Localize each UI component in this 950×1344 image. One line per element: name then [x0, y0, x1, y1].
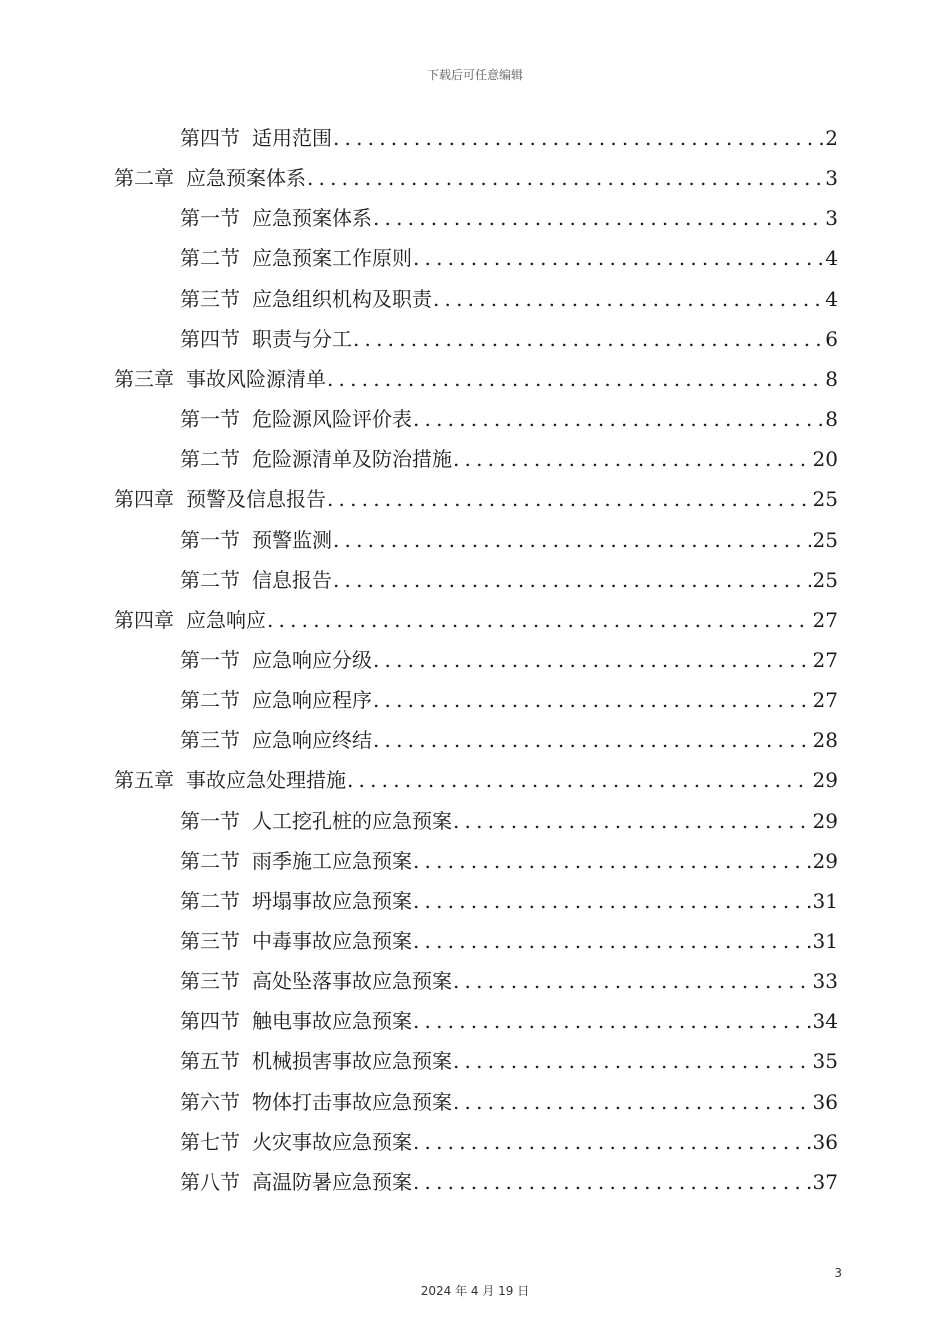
toc-entry-number: 第七节 [180, 1129, 240, 1154]
toc-entry-title: 事故应急处理措施 [186, 768, 346, 793]
toc-chapter-entry[interactable] [114, 158, 838, 198]
toc-entry-label [180, 881, 412, 921]
toc-chapter-entry[interactable] [114, 760, 838, 800]
toc-entry-title: 应急预案工作原则 [252, 246, 412, 271]
toc-entry-title: 触电事故应急预案 [252, 1009, 412, 1034]
toc-entry-title: 高温防暑应急预案 [252, 1169, 412, 1194]
toc-entry-page: 25 [812, 487, 838, 512]
toc-section-entry[interactable] [180, 841, 838, 881]
toc-entry-page: 8 [825, 407, 838, 432]
toc-dot-leader [347, 760, 811, 800]
toc-entry-label [180, 921, 412, 961]
toc-section-entry[interactable] [180, 118, 838, 158]
toc-dot-leader [333, 520, 811, 560]
toc-entry-label [180, 520, 332, 560]
toc-section-entry[interactable] [180, 961, 838, 1001]
toc-entry-title: 机械损害事故应急预案 [252, 1049, 452, 1074]
toc-section-entry[interactable] [180, 238, 838, 278]
toc-entry-number: 第六节 [180, 1089, 240, 1114]
toc-entry-title: 应急响应分级 [252, 647, 372, 672]
toc-section-entry[interactable] [180, 720, 838, 760]
toc-dot-leader [433, 279, 823, 319]
toc-entry-page: 8 [825, 366, 838, 391]
toc-entry-title: 危险源清单及防治措施 [252, 447, 452, 472]
toc-entry-page: 35 [812, 1049, 838, 1074]
toc-entry-title: 应急响应程序 [252, 688, 372, 713]
toc-dot-leader [413, 1122, 811, 1162]
toc-entry-title: 雨季施工应急预案 [252, 848, 412, 873]
toc-dot-leader [353, 319, 823, 359]
toc-dot-leader [453, 1082, 811, 1122]
toc-dot-leader [413, 1001, 811, 1041]
toc-entry-page: 29 [812, 808, 838, 833]
toc-entry-title: 事故风险源清单 [186, 366, 326, 391]
toc-dot-leader [373, 640, 811, 680]
toc-entry-title: 适用范围 [252, 126, 332, 150]
toc-section-entry[interactable] [180, 680, 838, 720]
toc-entry-page: 29 [812, 768, 838, 793]
toc-entry-label [180, 1162, 412, 1202]
toc-entry-title: 坍塌事故应急预案 [252, 888, 412, 913]
toc-entry-title: 应急预案体系 [186, 166, 306, 191]
toc-entry-title: 火灾事故应急预案 [252, 1129, 412, 1154]
toc-dot-leader [413, 841, 811, 881]
toc-entry-label [180, 399, 412, 439]
toc-entry-number: 第二节 [180, 246, 240, 271]
toc-dot-leader [413, 238, 823, 278]
toc-entry-page: 36 [812, 1089, 838, 1114]
toc-entry-page: 27 [812, 688, 838, 713]
toc-entry-label [180, 680, 372, 720]
toc-section-entry[interactable] [180, 1162, 838, 1202]
toc-section-entry[interactable] [180, 1041, 838, 1081]
toc-entry-title: 预警及信息报告 [186, 487, 326, 512]
toc-entry-page: 3 [825, 166, 838, 191]
toc-entry-title: 信息报告 [252, 567, 332, 592]
toc-section-entry[interactable] [180, 1082, 838, 1122]
toc-entry-label [114, 479, 326, 519]
toc-entry-number: 第四节 [180, 326, 240, 351]
toc-dot-leader [413, 921, 811, 961]
toc-entry-number: 第三章 [114, 366, 174, 391]
toc-dot-leader [267, 600, 811, 640]
toc-entry-number: 第二节 [180, 688, 240, 713]
toc-section-entry[interactable] [180, 279, 838, 319]
toc-entry-page: 20 [812, 447, 838, 472]
toc-entry-number: 第三节 [180, 728, 240, 753]
toc-section-entry[interactable] [180, 801, 838, 841]
toc-entry-label [180, 1001, 412, 1041]
toc-dot-leader [327, 479, 811, 519]
toc-entry-number: 第二节 [180, 848, 240, 873]
toc-section-entry[interactable] [180, 921, 838, 961]
toc-entry-label [180, 279, 432, 319]
toc-entry-page: 25 [812, 567, 838, 592]
toc-entry-number: 第二节 [180, 567, 240, 592]
toc-entry-page: 4 [825, 286, 838, 311]
toc-entry-page: 25 [812, 527, 838, 552]
page-header: 下载后可任意编辑 [426, 68, 523, 82]
toc-entry-label [180, 801, 452, 841]
toc-dot-leader [413, 881, 811, 921]
toc-entry-number: 第五章 [114, 768, 174, 793]
toc-entry-title: 应急预案体系 [252, 206, 372, 231]
toc-section-entry[interactable] [180, 1122, 838, 1162]
toc-entry-title: 高处坠落事故应急预案 [252, 969, 452, 994]
toc-dot-leader [453, 801, 811, 841]
toc-dot-leader [373, 198, 823, 238]
toc-section-entry[interactable] [180, 881, 838, 921]
toc-entry-number: 第四节 [180, 126, 240, 150]
toc-entry-number: 第八节 [180, 1169, 240, 1194]
toc-entry-page: 36 [812, 1129, 838, 1154]
toc-entry-label [180, 961, 452, 1001]
toc-entry-title: 危险源风险评价表 [252, 407, 412, 432]
toc-entry-label [180, 720, 372, 760]
toc-entry-label [180, 560, 332, 600]
toc-entry-number: 第一节 [180, 527, 240, 552]
page-number: 3 [834, 1266, 842, 1280]
toc-dot-leader [327, 359, 823, 399]
toc-entry-label [180, 1082, 452, 1122]
toc-entry-page: 34 [812, 1009, 838, 1034]
toc-entry-label [180, 640, 372, 680]
toc-dot-leader [413, 399, 823, 439]
toc-entry-label [180, 118, 332, 158]
toc-entry-page: 3 [825, 206, 838, 231]
toc-entry-title: 人工挖孔桩的应急预案 [252, 808, 452, 833]
toc-chapter-entry[interactable] [114, 479, 838, 519]
toc-dot-leader [333, 560, 811, 600]
page-footer-date: 2024 年 4 月 19 日 [420, 1284, 530, 1298]
toc-entry-number: 第二节 [180, 447, 240, 472]
toc-entry-title: 预警监测 [252, 527, 332, 552]
toc-entry-title: 应急响应终结 [252, 728, 372, 753]
toc-entry-page: 28 [812, 728, 838, 753]
toc-entry-label [180, 238, 412, 278]
toc-section-entry[interactable] [180, 399, 838, 439]
toc-entry-label [180, 439, 452, 479]
toc-entry-number: 第三节 [180, 929, 240, 953]
toc-dot-leader [333, 118, 823, 158]
toc-entry-number: 第四章 [114, 487, 174, 512]
toc-entry-number: 第一节 [180, 206, 240, 231]
toc-dot-leader [453, 961, 811, 1001]
toc-section-entry[interactable] [180, 640, 838, 680]
toc-entry-title: 物体打击事故应急预案 [252, 1089, 452, 1114]
toc-entry-page: 33 [812, 969, 838, 994]
toc-entry-number: 第三节 [180, 969, 240, 994]
toc-entry-page: 2 [825, 126, 838, 150]
toc-entry-page: 31 [812, 929, 838, 953]
toc-entry-number: 第四节 [180, 1009, 240, 1034]
toc-dot-leader [307, 158, 823, 198]
toc-entry-number: 第二章 [114, 166, 174, 191]
toc-entry-label [114, 600, 266, 640]
toc-dot-leader [373, 720, 811, 760]
toc-entry-title: 应急组织机构及职责 [252, 286, 432, 311]
toc-entry-number: 第一节 [180, 407, 240, 432]
toc-entry-title: 职责与分工 [252, 326, 352, 351]
toc-entry-number: 第一节 [180, 647, 240, 672]
toc-entry-label [180, 841, 412, 881]
toc-entry-page: 4 [825, 246, 838, 271]
toc-entry-label [180, 319, 352, 359]
toc-entry-page: 31 [812, 888, 838, 913]
toc-section-entry[interactable] [180, 1001, 838, 1041]
toc-entry-page: 27 [812, 607, 838, 632]
toc-chapter-entry[interactable] [114, 359, 838, 399]
toc-entry-label [114, 359, 326, 399]
toc-section-entry[interactable] [180, 560, 838, 600]
toc-entry-label [180, 198, 372, 238]
toc-dot-leader [413, 1162, 811, 1202]
toc-section-entry[interactable] [180, 198, 838, 238]
toc-entry-number: 第二节 [180, 888, 240, 913]
toc-entry-label [114, 158, 306, 198]
toc-entry-title: 中毒事故应急预案 [252, 929, 412, 953]
toc-entry-page: 27 [812, 647, 838, 672]
toc-entry-number: 第四章 [114, 607, 174, 632]
toc-section-entry[interactable] [180, 439, 838, 479]
toc-entry-number: 第一节 [180, 808, 240, 833]
toc-dot-leader [453, 1041, 811, 1081]
toc-entry-label [180, 1041, 452, 1081]
toc-entry-number: 第三节 [180, 286, 240, 311]
toc-section-entry[interactable] [180, 520, 838, 560]
toc-dot-leader [453, 439, 811, 479]
toc-entry-title: 应急响应 [186, 607, 266, 632]
toc-entry-page: 6 [825, 326, 838, 351]
toc-entry-label [180, 1122, 412, 1162]
toc-entry-label [114, 760, 346, 800]
toc-entry-page: 37 [812, 1169, 838, 1194]
toc-dot-leader [373, 680, 811, 720]
toc-entry-page: 29 [812, 848, 838, 873]
toc-entry-number: 第五节 [180, 1049, 240, 1074]
toc-section-entry[interactable] [180, 319, 838, 359]
toc-chapter-entry[interactable] [114, 600, 838, 640]
